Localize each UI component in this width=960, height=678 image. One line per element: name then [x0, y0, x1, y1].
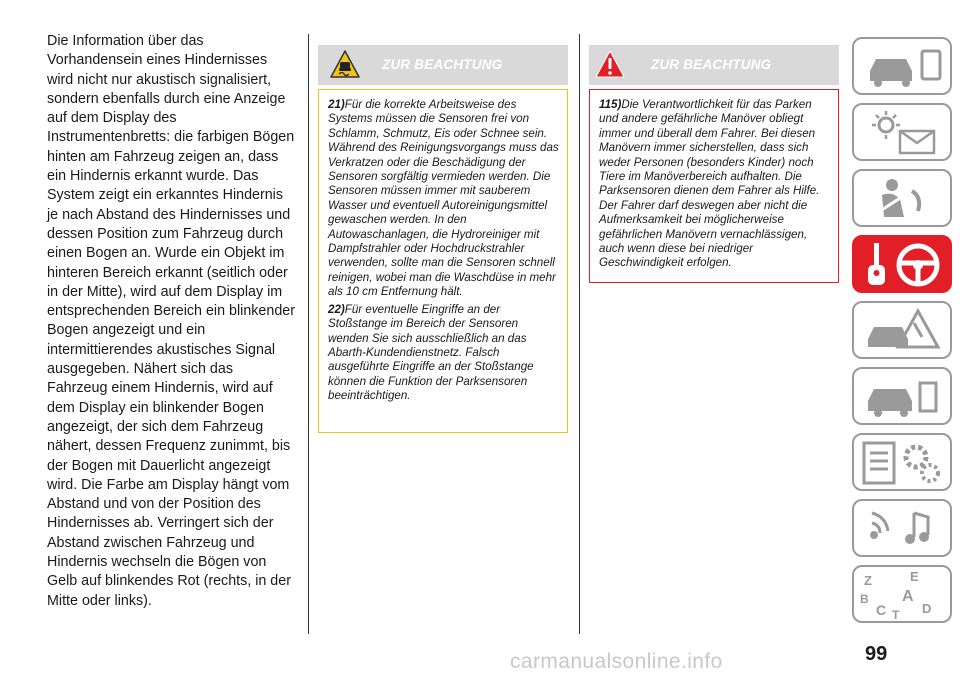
note-title: ZUR BEACHTUNG	[382, 57, 503, 72]
alphabetical-index-icon	[854, 567, 950, 621]
tab-service[interactable]	[852, 367, 952, 425]
svg-text:E: E	[910, 569, 919, 584]
danger-note-box	[589, 89, 839, 283]
note-item-number: 21)	[328, 98, 345, 111]
note-item-number: 22)	[328, 302, 345, 316]
column-divider	[308, 34, 309, 634]
svg-text:C: C	[876, 602, 887, 618]
svg-text:D: D	[922, 601, 932, 616]
svg-text:Z: Z	[864, 573, 872, 588]
warning-note-box	[318, 89, 568, 433]
note-header	[589, 45, 839, 85]
svg-text:A: A	[902, 588, 914, 605]
safety-seatbelt-airbag-icon	[854, 171, 950, 225]
note-item-text: Die Verantwortlichkeit für das Parken und andere gefährliche Manöver obliegt immer und überall dem Fahrer. Bei diesen Manövern immer sicherstellen, dass sich weder Personen (besonders Kinder) noch Tiere im Manöverbereich aufhalten. Die Parksensoren dienen dem Fahrer als Hilfe. Der Fahrer darf deswegen aber nicht die Aufmerksamkeit bei möglicherweise gefährlichen Manövern vernachlässigen, auch wenn diese bei niedriger Geschwindigkeit erfolgen.	[599, 98, 820, 270]
car-skid-warning-icon	[330, 50, 360, 83]
tab-index[interactable]	[852, 565, 952, 623]
watermark: carmanualsonline.info	[510, 650, 723, 673]
svg-text:B: B	[860, 592, 869, 606]
tab-warning-lights[interactable]	[852, 103, 952, 161]
note-item	[328, 98, 559, 300]
key-steering-wheel-icon	[854, 237, 950, 291]
note-item-text: Für eventuelle Eingriffe an der Stoßstange im Bereich der Sensoren wenden Sie sich ausschließlich an das Abarth-Kundendienstnetz. Falsch ausgeführte Eingriffe an der Stoßstange können die Funktion der Parksensoren beeinträchtigen.	[328, 302, 534, 403]
tab-multimedia[interactable]	[852, 499, 952, 557]
note-item	[599, 98, 830, 271]
note-item-number: 115)	[599, 98, 622, 111]
page-number: 99	[865, 643, 888, 665]
warning-lights-message-icon	[854, 105, 950, 159]
body-text-column	[47, 32, 297, 611]
danger-exclamation-icon	[595, 50, 625, 83]
note-title: ZUR BEACHTUNG	[651, 57, 772, 72]
note-header	[318, 45, 568, 85]
note-item	[328, 303, 559, 404]
tab-car-overview[interactable]	[852, 37, 952, 95]
car-service-maintenance-icon	[854, 369, 950, 423]
tab-technical-data[interactable]	[852, 433, 952, 491]
tab-starting-driving[interactable]	[852, 235, 952, 293]
tab-emergency[interactable]	[852, 301, 952, 359]
breakdown-emergency-icon	[854, 303, 950, 357]
multimedia-audio-icon	[854, 501, 950, 555]
column-divider	[579, 34, 580, 634]
tab-safety[interactable]	[852, 169, 952, 227]
car-overview-icon	[854, 39, 950, 93]
svg-text:T: T	[892, 608, 900, 621]
body-paragraph: Die Information über das Vorhandensein eines Hindernisses wird nicht nur akustisch signalisiert, sondern ebenfalls durch eine Anzeige auf dem Display des Instrumentenbretts: die farbigen Bögen hinten am Fahrzeug zeigen an, dass ein Hindernis erkannt wurde. Das System zeigt ein erkanntes Hindernis je nach Abstand des Hindernisses und dessen Position zum Fahrzeug durch einen Bogen an. Wurde ein Objekt im hinteren Bereich erkannt (seitlich oder in der Mitte), wird auf dem Display im entsprechenden Bereich ein blinkender Bogen angezeigt und ein intermittierendes akustisches Signal ausgegeben. Nähert sich das Fahrzeug einem Hindernis, wird auf dem Display ein blinkender Bogen angezeigt, der sich dem Fahrzeug nähert, dessen Frequenz zunimmt, bis der Bogen mit Dauerlicht angezeigt wird. Die Farbe am Display hängt vom Abstand und von der Position des Hindernisses ab. Verringert sich der Abstand zwischen Fahrzeug und Hindernis wechseln die Bögen von Gelb auf blinkendes Rot (rechts, in der Mitte oder links).	[47, 33, 295, 609]
note-item-text: Für die korrekte Arbeitsweise des Systems müssen die Sensoren frei von Schlamm, Schmutz, Eis oder Schnee sein. Während des Reinigungsvorgangs muss das Verkratzen oder die Beschädigung der Sensoren sorgfältig vermieden werden. Die Sensoren müssen immer mit sauberem Wasser und eventuell Autoreinigungsmittel gewaschen werden. In den Autowaschanlagen, die Hydroreiniger mit Dampfstrahler oder Hochdruckstrahler verwenden, sollte man die Sensoren schnell reinigen, wobei man die Waschdüse in mehr als 10 cm Entfernung hält.	[328, 98, 559, 299]
technical-data-gears-icon	[854, 435, 950, 489]
